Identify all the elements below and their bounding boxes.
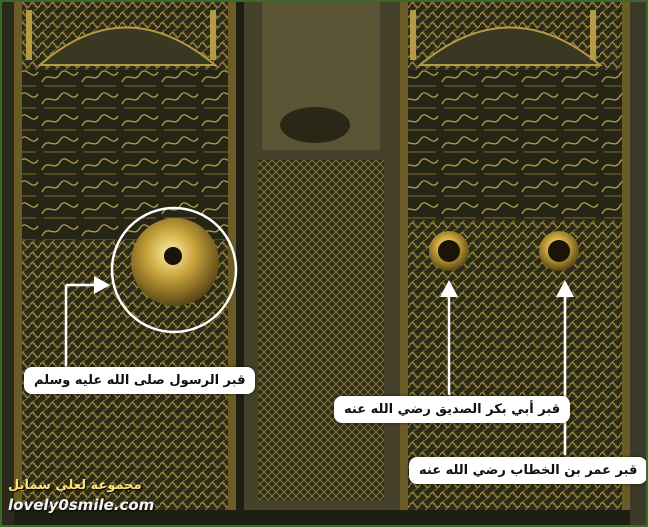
label-abubakr-grave: قبر أبي بكر الصديق رضي الله عنه [334,396,570,423]
label-umar-grave: قبر عمر بن الخطاب رضي الله عنه [409,457,647,484]
watermark-arabic: مجموعة لعلي سمايل [8,478,142,493]
label-prophet-grave: قبر الرسول صلى الله عليه وسلم [24,367,255,394]
watermark-latin: lovely0smile.com [8,496,155,514]
